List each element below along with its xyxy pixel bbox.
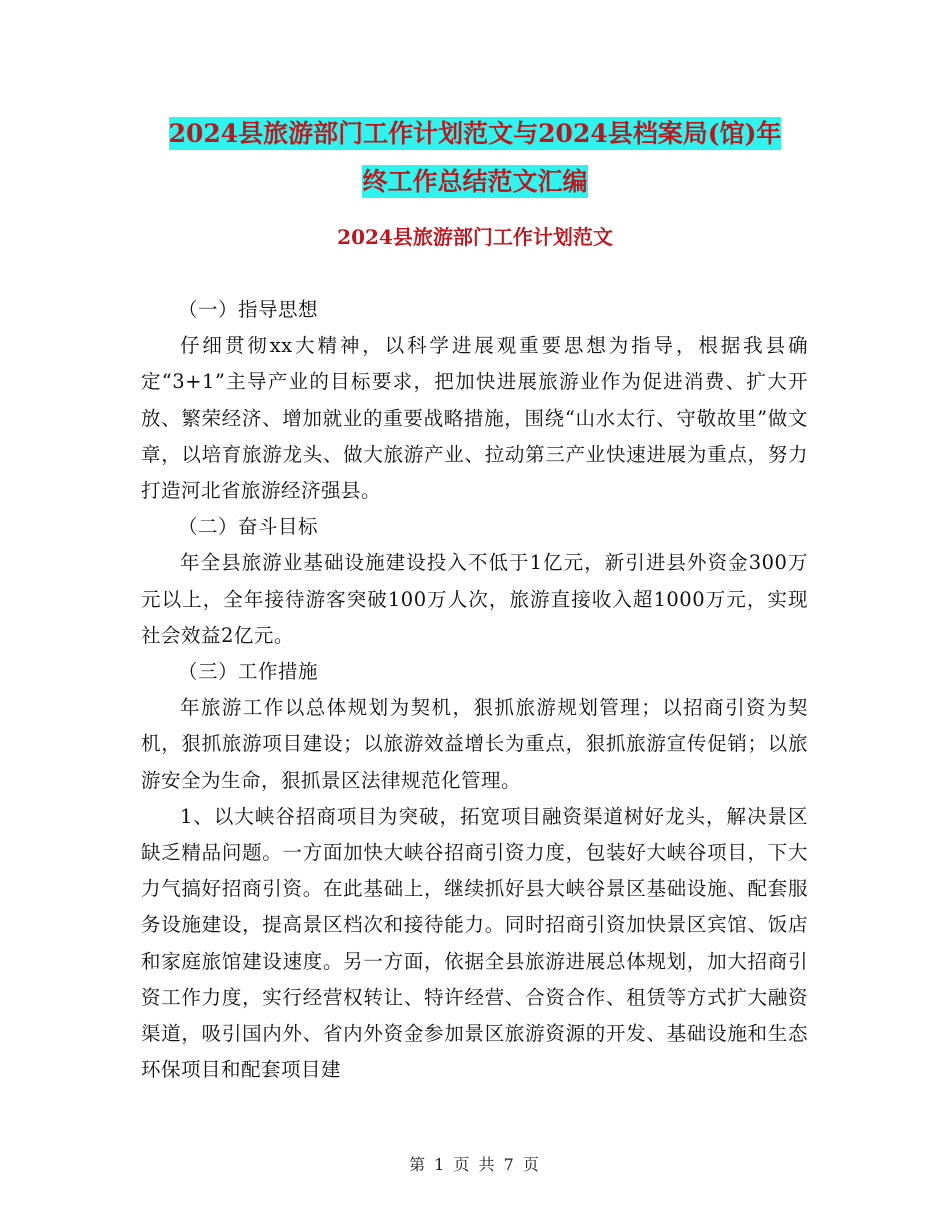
subheading-guiding-ideology: （一）指导思想: [178, 298, 319, 321]
document-title-line1: 2024县旅游部门工作计划范文与2024县档案局(馆)年: [168, 119, 782, 148]
paragraph: 年全县旅游业基础设施建设投入不低于1亿元，新引进县外资金300万元以上，全年接待游客突破100万人次，旅游直接收入超1000万元，实现社会效益2亿元。: [141, 551, 808, 647]
document-title: [140, 110, 810, 206]
document-title-line2: 终工作总结范文汇编: [362, 167, 588, 196]
paragraph: 年旅游工作以总体规划为契机，狠抓旅游规划管理；以招商引资为契机，狠抓旅游项目建设；以旅游效益增长为重点，狠抓旅游宣传促销；以旅游安全为生命，狠抓景区法律规范化管理。: [141, 696, 808, 792]
subheading-measures: （三）工作措施: [178, 660, 319, 684]
paragraph: 仔细贯彻xx大精神，以科学进展观重要思想为指导，根据我县确定“3+1”主导产业的目标要求，把加快进展旅游业作为促进消费、扩大开放、繁荣经济、增加就业的重要战略措施，围绕“山水太行、守敬故里”做文章，以培育旅游龙头、做大旅游产业、拉动第三产业快速进展为重点，努力打造河北省旅游经济强县。: [141, 334, 808, 503]
section-title: 2024县旅游部门工作计划范文: [337, 225, 613, 249]
paragraph: 1、以大峡谷招商项目为突破，拓宽项目融资渠道树好龙头，解决景区缺乏精品问题。一方面加快大峡谷招商引资力度，包装好大峡谷项目，下大力气搞好招商引资。在此基础上，继续抓好县大峡谷景区基础设施、配套服务设施建设，提高景区档次和接待能力。同时招商引资加快景区宾馆、饭店和家庭旅馆建设速度。另一方面，依据全县旅游进展总体规划，加大招商引资工作力度，实行经营权转让、特许经营、合资合作、租赁等方式扩大融资渠道，吸引国内外、省内外资金参加景区旅游资源的开发、基础设施和生态环保项目和配套项目建: [141, 804, 808, 1082]
document-body: [141, 292, 808, 1088]
page-number-footer: 第 1 页 共 7 页: [409, 1155, 541, 1174]
subheading-goals: （二）奋斗目标: [178, 515, 319, 539]
